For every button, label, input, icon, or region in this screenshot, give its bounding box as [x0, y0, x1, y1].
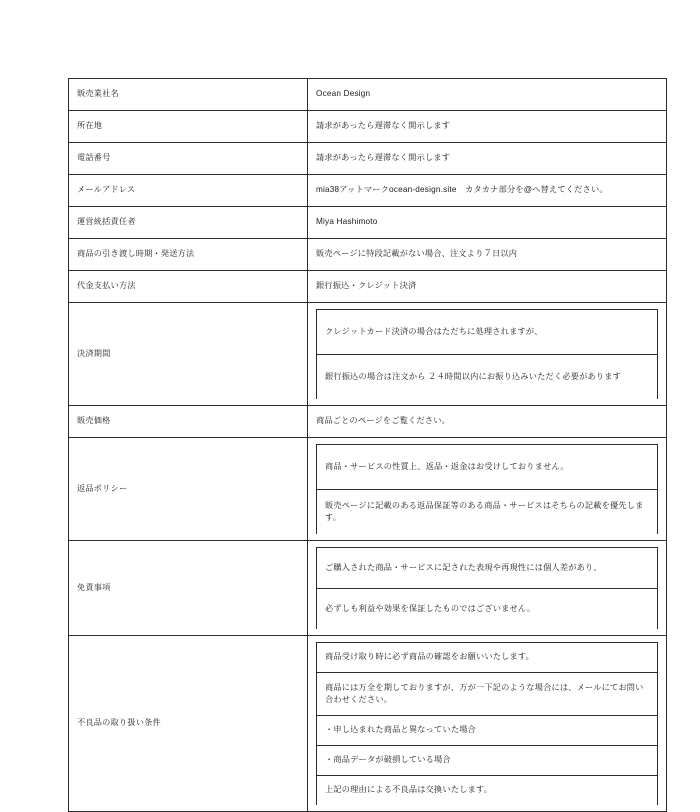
table-row	[69, 79, 667, 111]
row-value: 請求があったら遅滞なく開示します	[308, 111, 667, 143]
row-label: 所在地	[69, 111, 308, 143]
row-label: 決済期間	[69, 303, 308, 406]
nested-value-table	[316, 642, 658, 805]
row-value: Miya Hashimoto	[308, 207, 667, 239]
table-row	[69, 207, 667, 239]
row-value: クレジットカード決済の場合はただちに処理されますが、	[317, 310, 658, 355]
row-value: 上記の理由による不良品は交換いたします。	[317, 776, 658, 806]
table-row	[69, 636, 667, 812]
table-row	[69, 541, 667, 636]
row-label: 販売価格	[69, 406, 308, 438]
row-value-group	[308, 636, 667, 812]
row-value: 商品・サービスの性質上、返品・返金はお受けしておりません。	[317, 445, 658, 490]
row-value: ・商品データが破損している場合	[317, 746, 658, 776]
table-row	[69, 271, 667, 303]
table-row	[69, 438, 667, 541]
nested-row	[317, 445, 658, 490]
table-row	[69, 239, 667, 271]
table-row	[69, 303, 667, 406]
nested-value-table	[316, 547, 658, 629]
row-label: メールアドレス	[69, 175, 308, 207]
nested-row	[317, 673, 658, 716]
nested-row	[317, 310, 658, 355]
row-value: mia38アットマークocean-design.site カタカナ部分を@へ替えてください。	[308, 175, 667, 207]
row-label: 不良品の取り扱い条件	[69, 636, 308, 812]
row-value: 商品には万全を期しておりますが、万が一下記のような場合には、メールにてお問い合わせください。	[317, 673, 658, 716]
row-label: 運営統括責任者	[69, 207, 308, 239]
table-row	[69, 175, 667, 207]
nested-value-table	[316, 309, 658, 399]
row-label: 販売業社名	[69, 79, 308, 111]
row-value: 商品ごとのページをご覧ください。	[308, 406, 667, 438]
row-value: ・申し込まれた商品と異なっていた場合	[317, 716, 658, 746]
row-value: 請求があったら遅滞なく開示します	[308, 143, 667, 175]
legal-notice-table	[68, 78, 667, 812]
nested-value-table	[316, 444, 658, 534]
row-value: ご購入された商品・サービスに記された表現や再現性には個人差があり、	[317, 548, 658, 589]
nested-row	[317, 746, 658, 776]
nested-row	[317, 490, 658, 535]
row-value-group	[308, 303, 667, 406]
row-value: 銀行振込・クレジット決済	[308, 271, 667, 303]
nested-row	[317, 776, 658, 806]
row-value: 商品受け取り時に必ず商品の確認をお願いいたします。	[317, 643, 658, 673]
row-value: Ocean Design	[308, 79, 667, 111]
row-label: 電話番号	[69, 143, 308, 175]
row-label: 商品の引き渡し時期・発送方法	[69, 239, 308, 271]
table-row	[69, 406, 667, 438]
row-value: 販売ページに特段記載がない場合、注文より７日以内	[308, 239, 667, 271]
row-label: 免責事項	[69, 541, 308, 636]
row-label: 返品ポリシー	[69, 438, 308, 541]
row-value: 販売ページに記載のある返品保証等のある商品・サービスはそちらの記載を優先します。	[317, 490, 658, 535]
row-value-group	[308, 541, 667, 636]
nested-row	[317, 589, 658, 630]
nested-row	[317, 643, 658, 673]
table-row	[69, 143, 667, 175]
nested-row	[317, 355, 658, 400]
row-value-group	[308, 438, 667, 541]
row-label: 代金支払い方法	[69, 271, 308, 303]
nested-row	[317, 548, 658, 589]
row-value: 銀行振込の場合は注文から ２４時間以内にお振り込みいただく必要があります	[317, 355, 658, 400]
nested-row	[317, 716, 658, 746]
row-value: 必ずしも利益や効果を保証したものではございません。	[317, 589, 658, 630]
table-row	[69, 111, 667, 143]
